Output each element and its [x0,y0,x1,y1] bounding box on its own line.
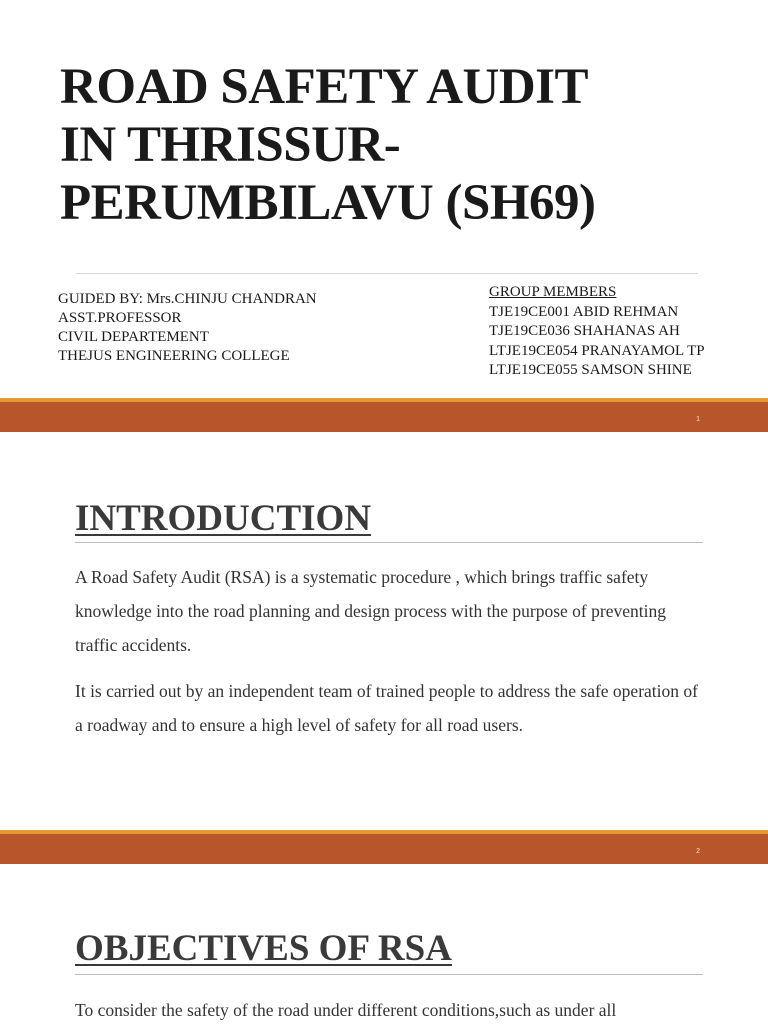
slide-footer-band [0,398,768,432]
slide-3 [0,864,768,1024]
guide-info [58,290,317,366]
guide-line: THEJUS ENGINEERING COLLEGE [58,348,290,364]
slide-title [60,58,720,232]
group-members [489,283,705,381]
guide-line: CIVIL DEPARTEMENT [58,329,209,345]
members-heading: GROUP MEMBERS [489,284,617,300]
section-heading: OBJECTIVES OF RSA [75,928,452,969]
paragraph: To consider the safety of the road under different conditions,such as under all [75,1000,617,1020]
guide-line: GUIDED BY: Mrs.CHINJU CHANDRAN [58,291,317,307]
heading-rule [75,542,703,543]
slide-footer-band [0,830,768,864]
title-divider [76,273,698,274]
member-item: LTJE19CE055 SAMSON SHINE [489,362,692,378]
slide-number: 2 [696,848,700,855]
guide-line: ASST.PROFESSOR [58,310,182,326]
paragraph: It is carried out by an independent team of trained people to address the safe operation of a roadway and to ensure a high level of safety for all road users. [75,681,698,735]
title-line: IN THRISSUR- [60,117,401,173]
heading-rule [75,974,703,975]
title-line: PERUMBILAVU (SH69) [60,175,596,231]
slide-2 [0,432,768,830]
member-item: TJE19CE036 SHAHANAS AH [489,323,680,339]
slide-number: 1 [696,416,700,423]
section-heading: INTRODUCTION [75,498,372,539]
title-line: ROAD SAFETY AUDIT [60,59,589,115]
paragraph: A Road Safety Audit (RSA) is a systematic procedure , which brings traffic safety knowledge into the road planning and design process with the purpose of preventing traffic accidents. [75,567,666,655]
member-item: TJE19CE001 ABID REHMAN [489,303,679,320]
slide-1 [0,0,768,398]
member-item: LTJE19CE054 PRANAYAMOL TP [489,342,705,359]
